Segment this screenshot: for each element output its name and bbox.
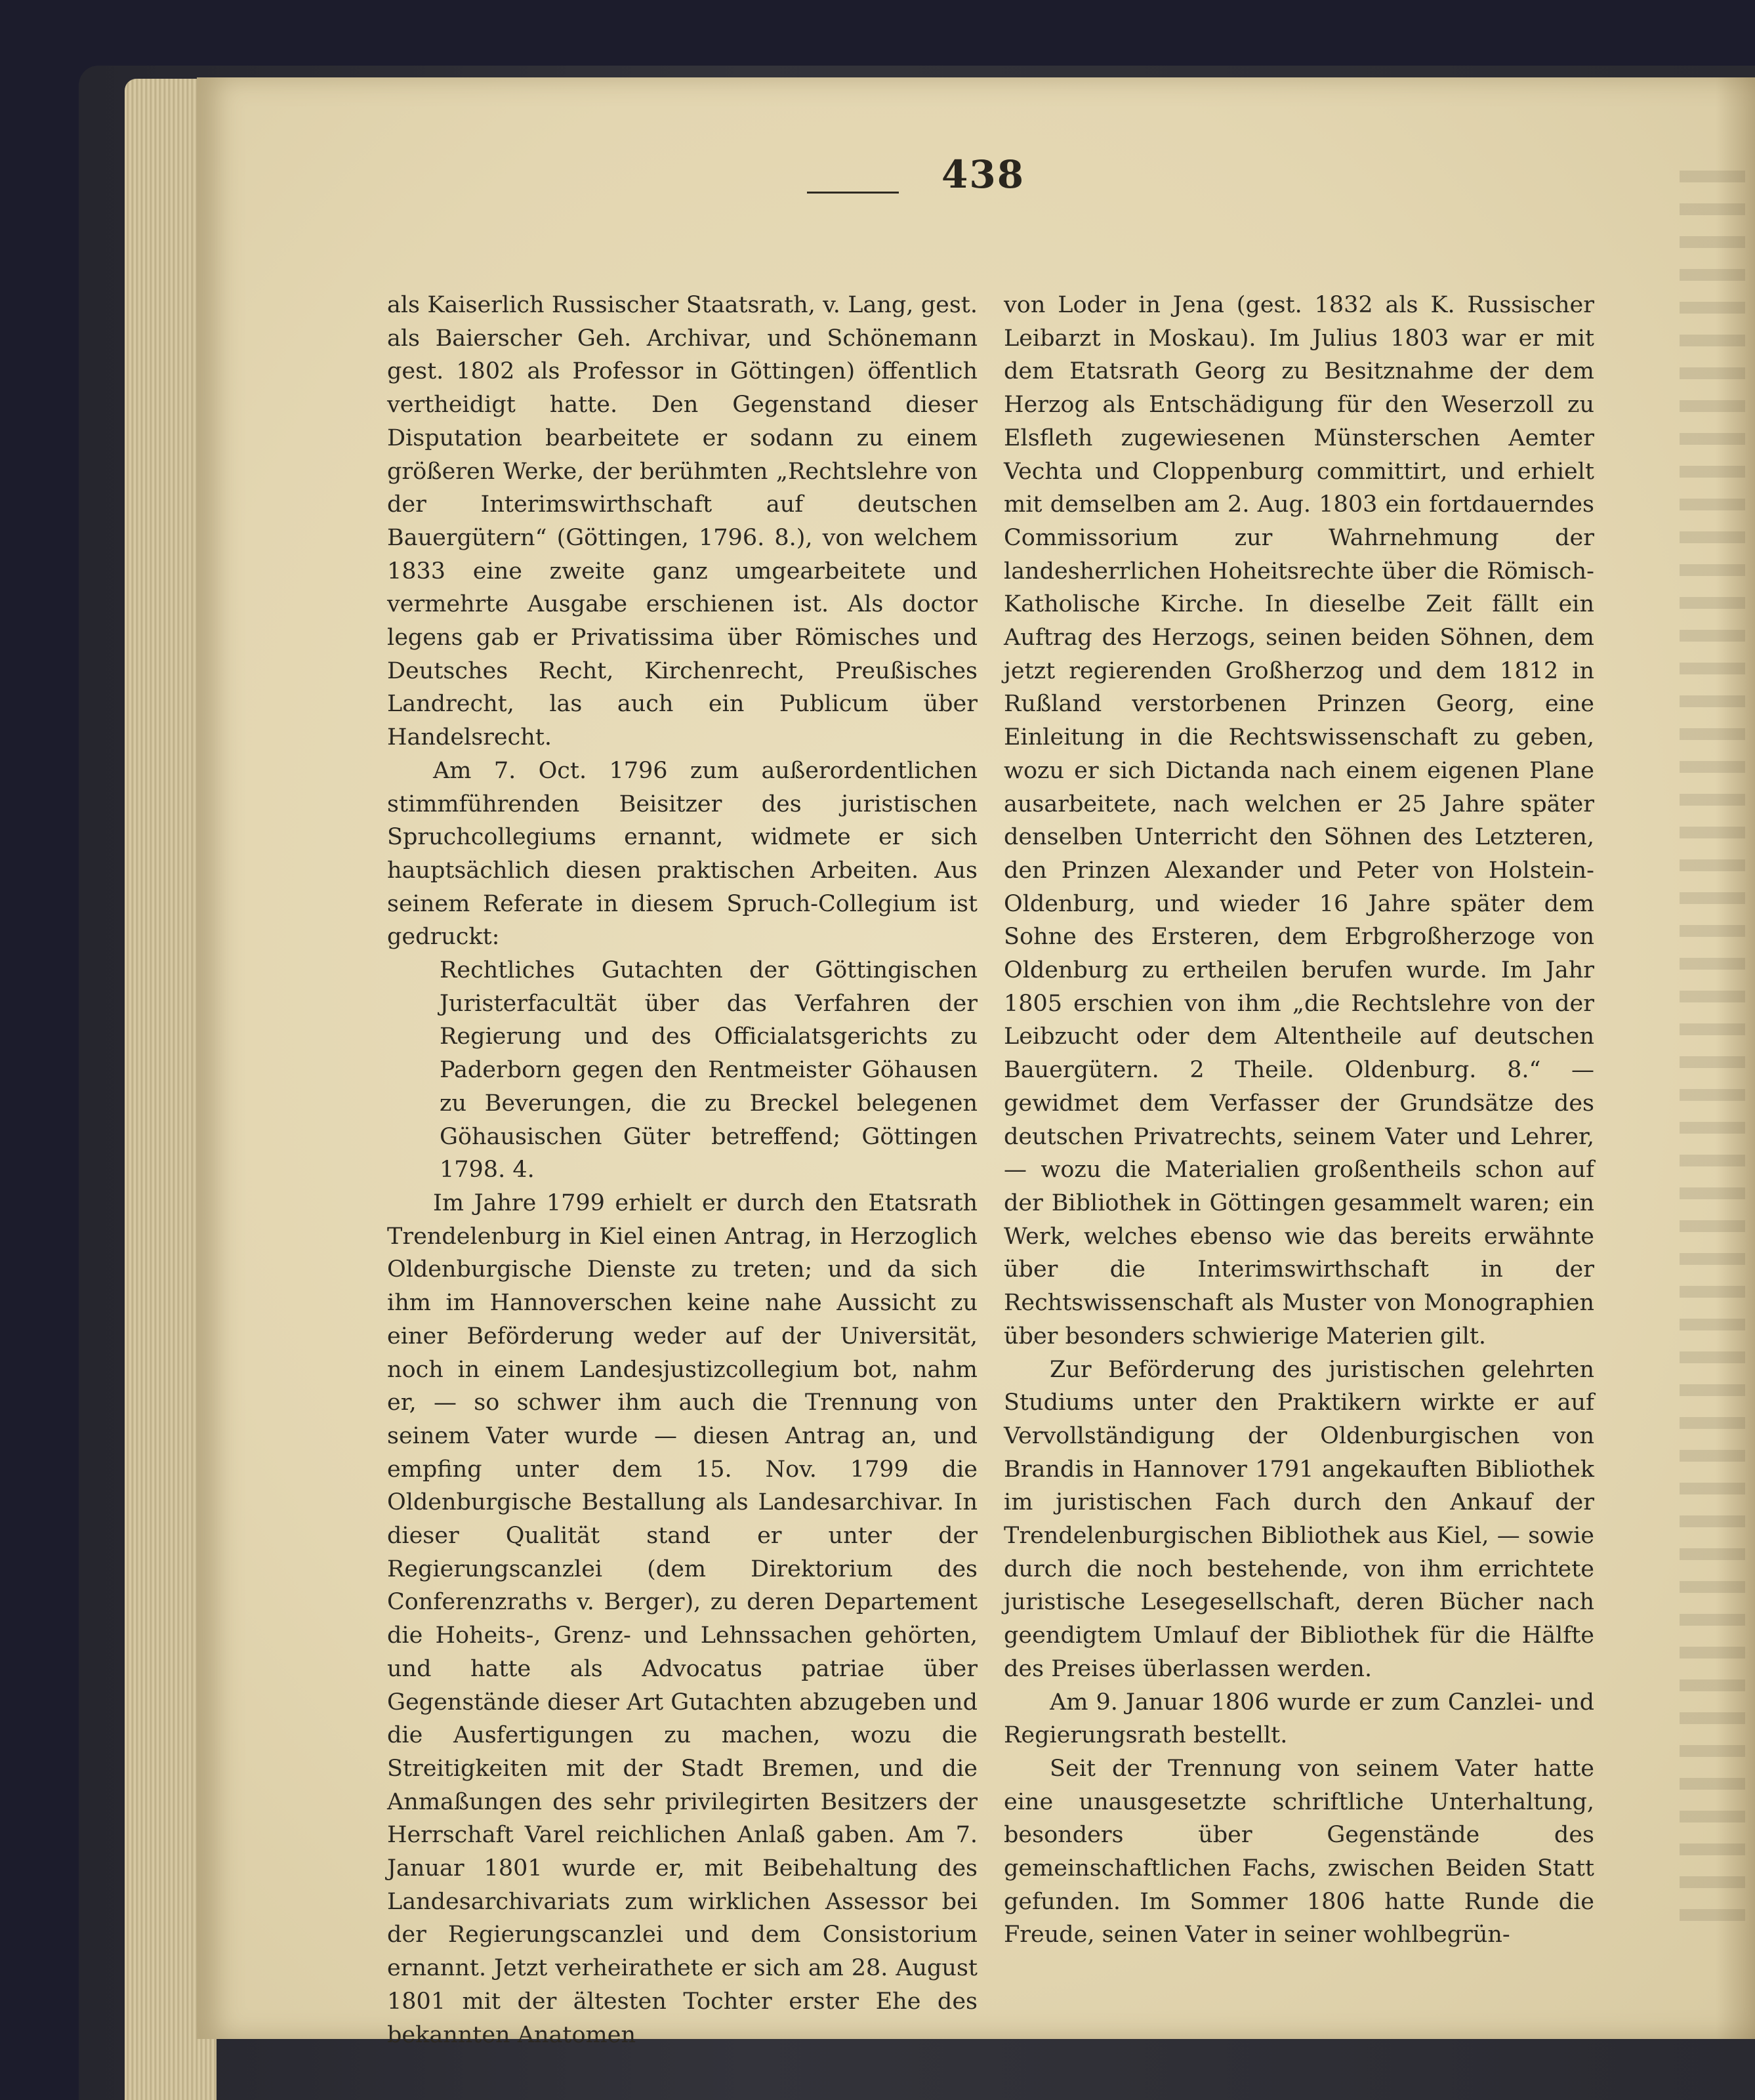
paragraph: Am 7. Oct. 1796 zum außerordentlichen stimmführenden Beisitzer des juristischen Spruchcollegiums ernannt, widmete er sich hauptsächlich diesen praktischen Arbeiten. Aus seinem Referate in diesem Spruch-Collegium ist gedruckt: [387,757,978,951]
facing-page-bleed-through [1680,171,1745,1942]
paragraph: Am 9. Januar 1806 wurde er zum Canzlei- und Regierungsrath bestellt. [1004,1689,1594,1749]
page-header [787,152,1050,211]
right-text-column [1004,289,1594,1952]
citation-block: Rechtliches Gutachten der Göttingischen Juristerfacultät über das Verfahren der Regierung und des Officialatsgerichts zu Paderborn gegen den Rentmeister Göhausen zu Beverungen, die zu Breckel belegenen Göhausischen Güter betreffend; Göttingen 1798. 4. [440,957,978,1184]
page-number: 438 [941,152,1025,197]
paragraph: Zur Beförderung des juristischen gelehrten Studiums unter den Praktikern wirkte er auf Vervollständigung der Oldenburgischen von Brandis in Hannover 1791 angekauften Bibliothek im juristischen Fach durch den Ankauf der Trendelenburgischen Bibliothek aus Kiel, — sowie durch die noch bestehende, von ihm errichtete juristische Lesegesellschaft, deren Bücher nach geendigtem Umlauf der Bibliothek für die Hälfte des Preises überlassen werden. [1004,1356,1594,1682]
left-text-column [387,289,978,2051]
paragraph: Im Jahre 1799 erhielt er durch den Etatsrath Trendelenburg in Kiel einen Antrag, in Herzoglich Oldenburgische Dienste zu treten; und da sich ihm im Hannoverschen keine nahe Aussicht zu einer Beförderung weder auf der Universität, noch in einem Landesjustizcollegium bot, nahm er, — so schwer ihm auch die Trennung von seinem Vater wurde — diesen Antrag an, und empfing unter dem 15. Nov. 1799 die Oldenburgische Bestallung als Landesarchivar. In dieser Qualität stand er unter der Regierungscanzlei (dem Direktorium des Conferenzraths v. Berger), zu deren Departement die Hoheits-, Grenz- und Lehnssachen gehörten, und hatte als Advocatus patriae über Gegenstände dieser Art Gutachten abzugeben und die Ausfertigungen zu machen, wozu die Streitigkeiten mit der Stadt Bremen, und die Anmaßungen des sehr privilegirten Besitzers der Herrschaft Varel reichlichen Anlaß gaben. Am 7. Januar 1801 wurde er, mit Beibehaltung des Landesarchivariats zum wirklichen Assessor bei der Regierungscanzlei und dem Consistorium ernannt. Jetzt verheirathete er sich am 28. August 1801 mit der ältesten Tochter erster Ehe des bekannten Anatomen [387,1189,978,2048]
header-rule [807,192,899,194]
paragraph: von Loder in Jena (gest. 1832 als K. Russischer Leibarzt in Moskau). Im Julius 1803 war er mit dem Etatsrath Georg zu Besitznahme der dem Herzog als Entschädigung für den Weserzoll zu Elsfleth zugewiesenen Münsterschen Aemter Vechta und Cloppenburg committirt, und erhielt mit demselben am 2. Aug. 1803 ein fortdauerndes Commissorium zur Wahrnehmung der landesherrlichen Hoheitsrechte über die Römisch-Katholische Kirche. In dieselbe Zeit fällt ein Auftrag des Herzogs, seinen beiden Söhnen, dem jetzt regierenden Großherzog und dem 1812 in Rußland verstorbenen Prinzen Georg, eine Einleitung in die Rechtswissenschaft zu geben, wozu er sich Dictanda nach einem eigenen Plane ausarbeitete, nach welchen er 25 Jahre später denselben Unterricht den Söhnen des Letzteren, den Prinzen Alexander und Peter von Holstein-Oldenburg, und wieder 16 Jahre später dem Sohne des Ersteren, dem Erbgroßherzoge von Oldenburg zu ertheilen berufen wurde. Im Jahr 1805 erschien von ihm „die Rechtslehre von der Leibzucht oder dem Altentheile auf deutschen Bauergütern. 2 Theile. Oldenburg. 8.“ — gewidmet dem Verfasser der Grundsätze des deutschen Privatrechts, seinem Vater und Lehrer, — wozu die Materialien großentheils schon auf der Bibliothek in Göttingen gesammelt waren; ein Werk, welches ebenso wie das bereits erwähnte über die Interimswirthschaft in der Rechtswissenschaft als Muster von Monographien über besonders schwierige Materien gilt. [1004,292,1594,1349]
paragraph: Seit der Trennung von seinem Vater hatte eine unausgesetzte schriftliche Unterhaltung, besonders über Gegenstände des gemeinschaftlichen Fachs, zwischen Beiden Statt gefunden. Im Sommer 1806 hatte Runde die Freude, seinen Vater in seiner wohlbegrün- [1004,1755,1594,1948]
paragraph: als Kaiserlich Russischer Staatsrath, v. Lang, gest. als Baierscher Geh. Archivar, und Schönemann gest. 1802 als Professor in Göttingen) öffentlich vertheidigt hatte. Den Gegenstand dieser Disputation bearbeitete er sodann zu einem größeren Werke, der berühmten „Rechtslehre von der Interimswirthschaft auf deutschen Bauergütern“ (Göttingen, 1796. 8.), von welchem 1833 eine zweite ganz umgearbeitete und vermehrte Ausgabe erschienen ist. Als doctor legens gab er Privatissima über Römisches und Deutsches Recht, Kirchenrecht, Preußisches Landrecht, las auch ein Publicum über Handelsrecht. [387,292,978,751]
